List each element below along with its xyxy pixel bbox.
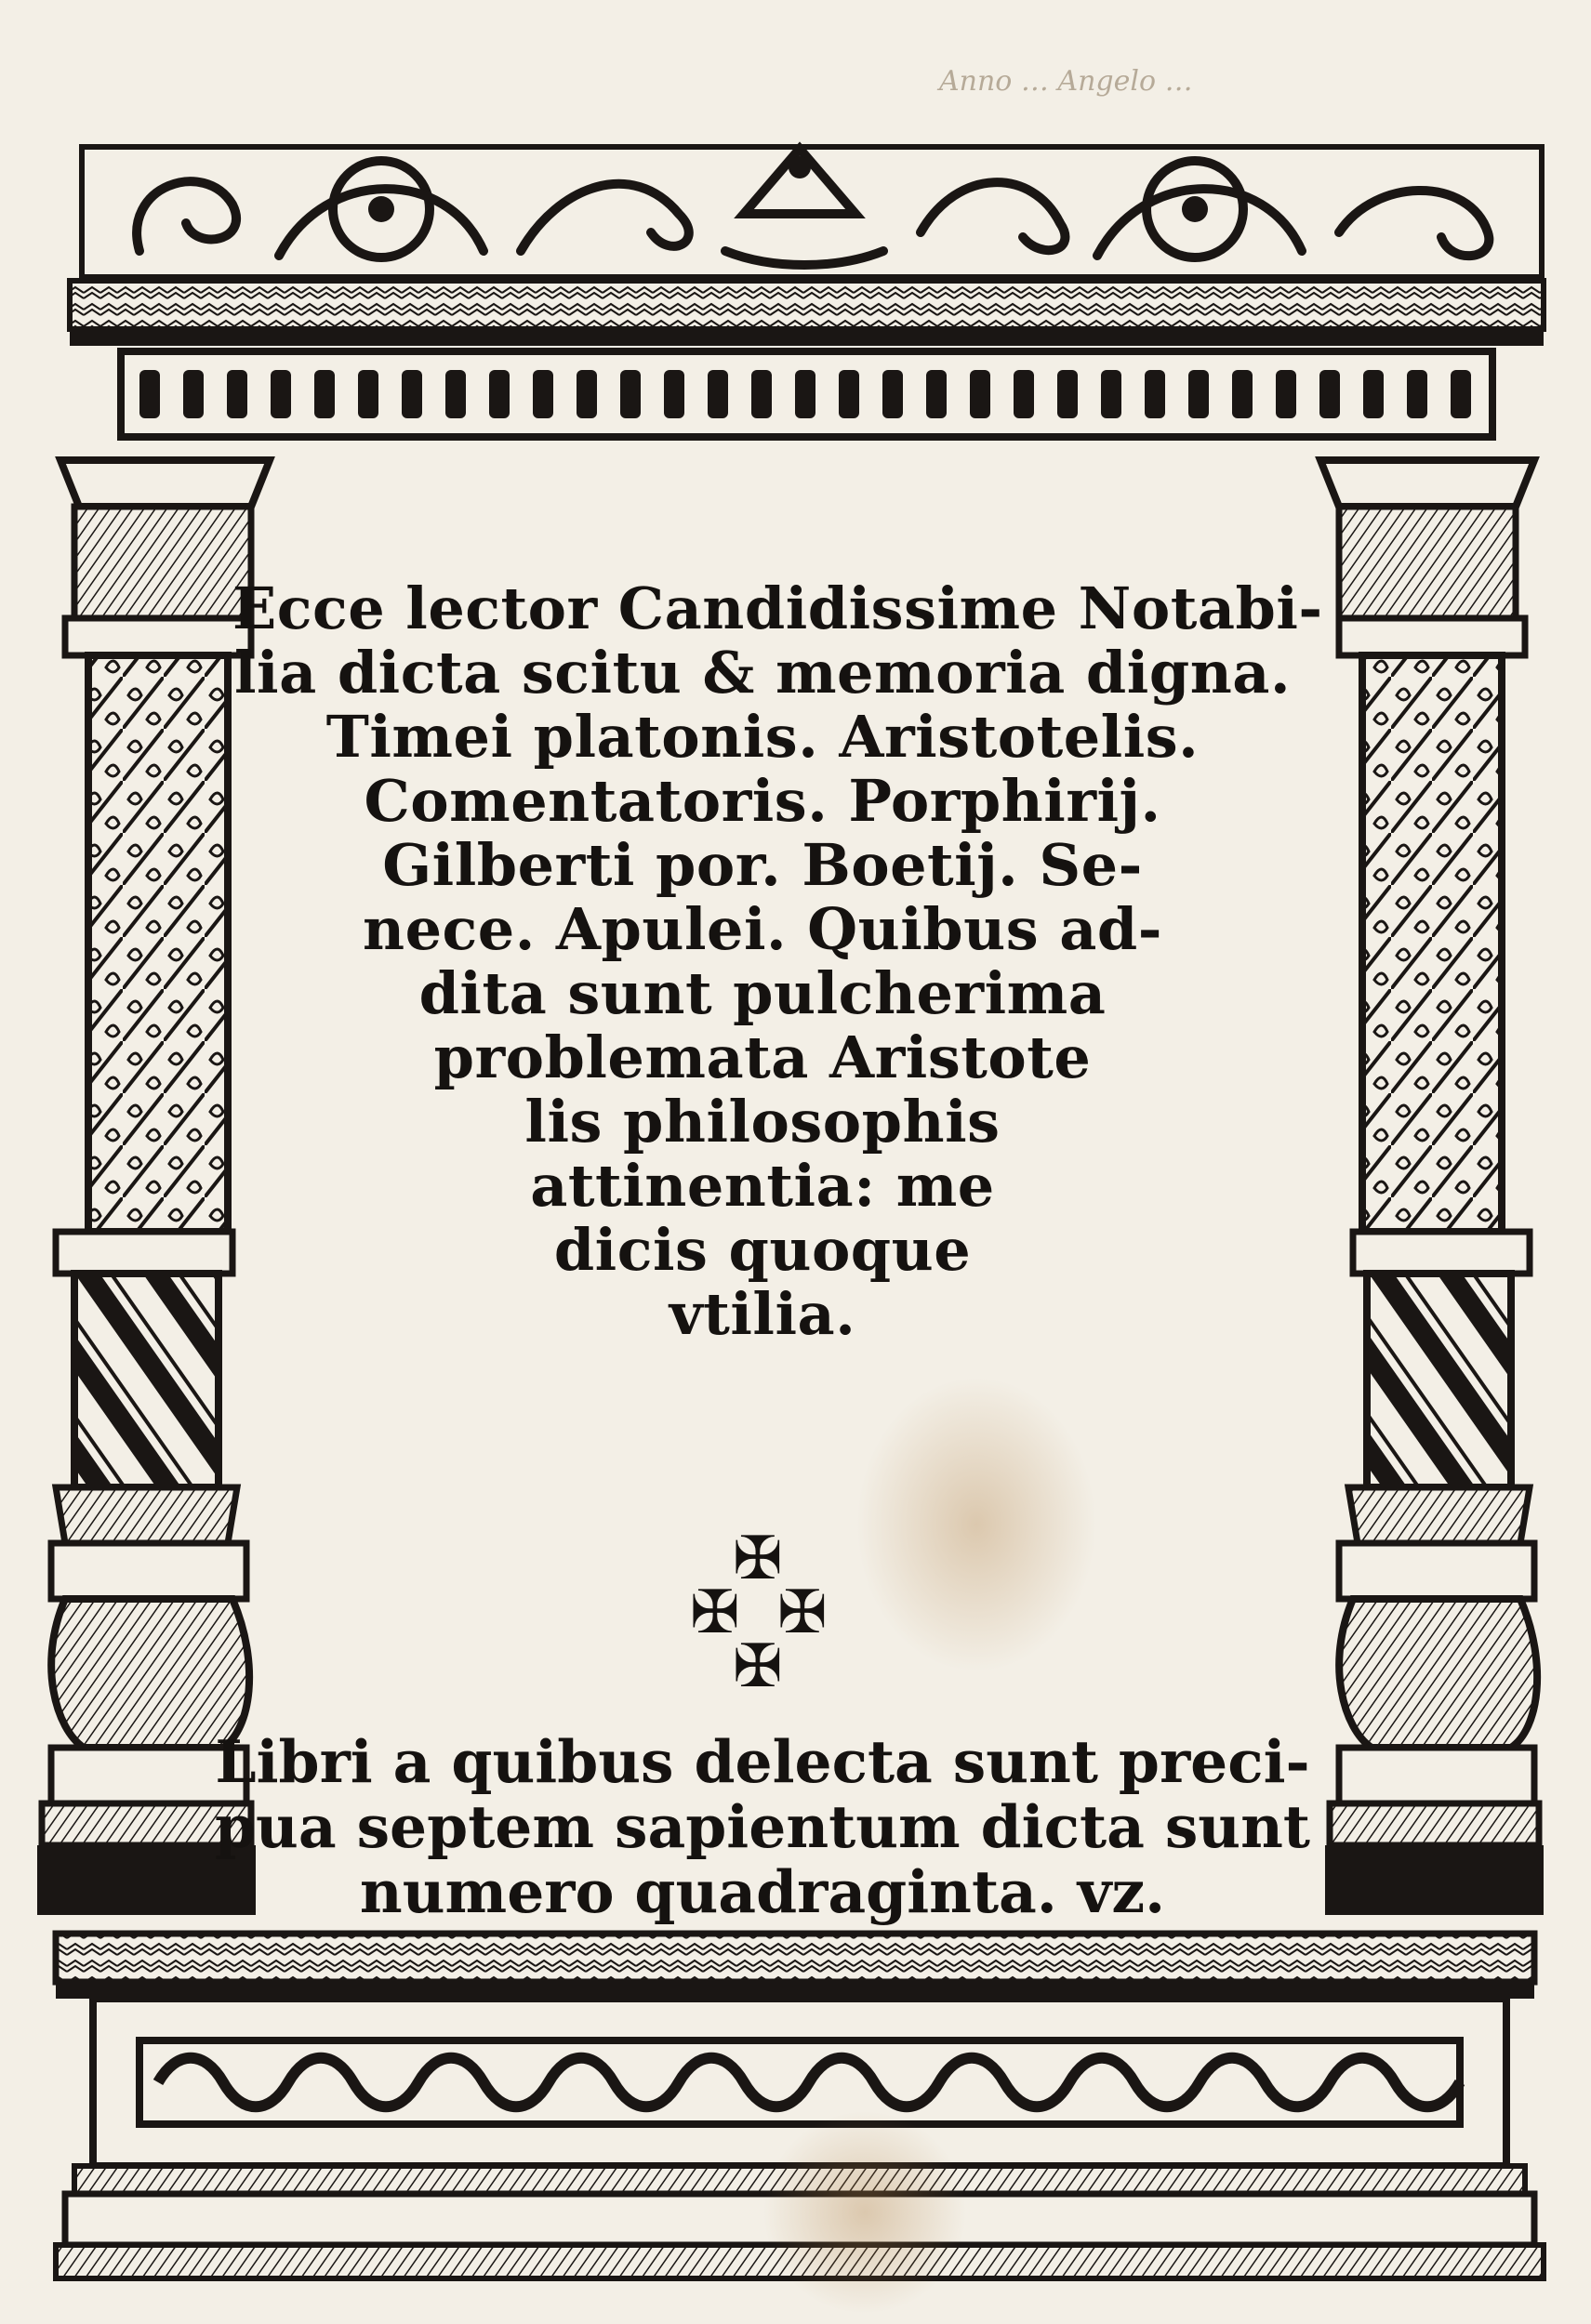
cross-icon: ✠ — [690, 1578, 740, 1647]
dentil — [664, 370, 684, 418]
libri-line: pua septem sapientum dicta sunt — [214, 1792, 1311, 1861]
title-line: dicis quoque — [553, 1216, 972, 1284]
title-line: Comentatoris. Porphirij. — [364, 767, 1161, 835]
dentil — [271, 370, 291, 418]
libri-line: numero quadraginta. vz. — [359, 1857, 1166, 1926]
dentil — [358, 370, 378, 418]
dentil — [620, 370, 641, 418]
cross-ornament — [642, 1525, 883, 1706]
dentil — [1407, 370, 1427, 418]
dentil — [1014, 370, 1034, 418]
dentil — [1232, 370, 1253, 418]
top-frieze — [82, 147, 1542, 277]
dentil — [402, 370, 422, 418]
dentil — [708, 370, 728, 418]
title-line: attinentia: me — [530, 1152, 995, 1220]
dentil — [445, 370, 466, 418]
dentil — [1188, 370, 1209, 418]
title-line: Timei platonis. Aristotelis. — [325, 703, 1200, 771]
dentil — [489, 370, 510, 418]
dentil — [314, 370, 335, 418]
dentil — [577, 370, 597, 418]
dentil — [139, 370, 160, 418]
dentil — [227, 370, 247, 418]
dentil — [183, 370, 204, 418]
title-line: nece. Apulei. Quibus ad- — [363, 895, 1162, 963]
title-line: vtilia. — [669, 1280, 856, 1348]
dentil — [1145, 370, 1165, 418]
libri-text — [214, 1729, 1311, 1924]
dentil — [1101, 370, 1121, 418]
title-line: lia dicta scitu & memoria digna. — [233, 639, 1292, 706]
title-line: Gilberti por. Boetij. Se- — [382, 831, 1143, 899]
dentil — [926, 370, 947, 418]
title-line: problemata Aristote — [433, 1023, 1092, 1091]
dentil — [1057, 370, 1078, 418]
top-dentils — [121, 351, 1492, 437]
cross-icon: ✠ — [733, 1632, 783, 1701]
dentil — [1276, 370, 1296, 418]
cross-icon: ✠ — [733, 1525, 783, 1593]
dentil — [1451, 370, 1471, 418]
dentil — [1319, 370, 1340, 418]
dentil — [970, 370, 990, 418]
title-line: lis philosophis — [524, 1088, 1001, 1155]
dentil — [839, 370, 859, 418]
title-text — [232, 574, 1323, 1348]
dentil — [1363, 370, 1384, 418]
top-cornice — [70, 281, 1544, 329]
dentil — [533, 370, 553, 418]
dentil — [751, 370, 772, 418]
dentil — [882, 370, 903, 418]
foxing-stain — [855, 1376, 1097, 1673]
title-line: Ecce lector Candidissime Notabi- — [232, 574, 1323, 642]
title-line: dita sunt pulcherima — [418, 959, 1107, 1027]
libri-line: Libri a quibus delecta sunt preci- — [215, 1727, 1310, 1796]
dentil — [795, 370, 815, 418]
manuscript-annotation: Anno … Angelo … — [939, 65, 1193, 98]
right-column — [1320, 460, 1544, 1915]
cross-icon: ✠ — [777, 1578, 828, 1647]
foxing-stain — [762, 2110, 967, 2315]
